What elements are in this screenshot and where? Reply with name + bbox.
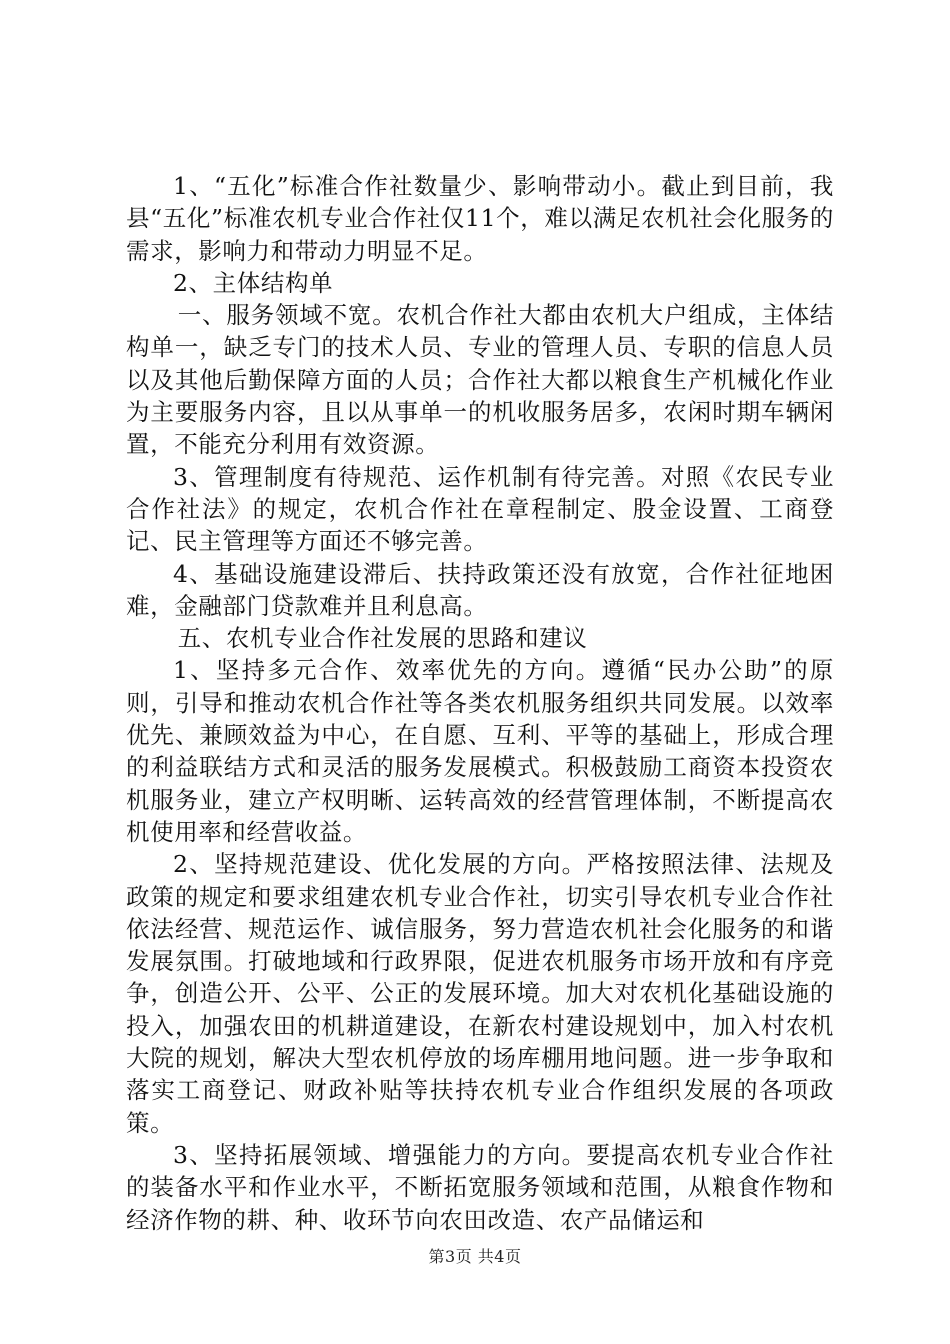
paragraph-4: 3、管理制度有待规范、运作机制有待完善。对照《农民专业合作社法》的规定，农机合作社在章程制定、股金设置、工商登记、民主管理等方面还不够完善。 — [126, 462, 834, 556]
section-heading: 五、农机专业合作社发展的思路和建议 — [177, 624, 588, 653]
paragraph-3: 一、服务领域不宽。农机合作社大都由农机大户组成，主体结构单一，缺乏专门的技术人员、专业的管理人员、专职的信息人员以及其他后勤保障方面的人员；合作社大都以粮食生产机械化作业为主要服务内容，且以从事单一的机收服务居多，农闲时期车辆闲置，不能充分利用有效资源。 — [126, 301, 834, 459]
document-body — [126, 170, 834, 1236]
paragraph-7: 1、坚持多元合作、效率优先的方向。遵循“民办公助”的原则，引导和推动农机合作社等各类农机服务组织共同发展。以效率优先、兼顾效益为中心，在自愿、互利、平等的基础上，形成合理的利益联结方式和灵活的服务发展模式。积极鼓励工商资本投资农机服务业，建立产权明晰、运转高效的经营管理体制，不断提高农机使用率和经营收益。 — [126, 656, 834, 846]
paragraph-8: 2、坚持规范建设、优化发展的方向。严格按照法律、法规及政策的规定和要求组建农机专业合作社，切实引导农机专业合作社依法经营、规范运作、诚信服务，努力营造农机社会化服务的和谐发展氛围。打破地域和行政界限，促进农机服务市场开放和有序竞争，创造公开、公平、公正的发展环境。加大对农机化基础设施的投入，加强农田的机耕道建设，在新农村建设规划中，加入村农机大院的规划，解决大型农机停放的场库棚用地问题。进一步争取和落实工商登记、财政补贴等扶持农机专业合作组织发展的各项政策。 — [126, 850, 834, 1137]
paragraph-1: 1、“五化”标准合作社数量少、影响带动小。截止到目前，我县“五化”标准农机专业合作社仅11个，难以满足农机社会化服务的需求，影响力和带动力明显不足。 — [126, 172, 834, 265]
paragraph-9: 3、坚持拓展领域、增强能力的方向。要提高农机专业合作社的装备水平和作业水平，不断拓宽服务领域和范围，从粮食作物和经济作物的耕、种、收环节向农田改造、农产品储运和 — [126, 1140, 834, 1234]
paragraph-2: 2、主体结构单 — [173, 268, 334, 297]
paragraph-5: 4、基础设施建设滞后、扶持政策还没有放宽，合作社征地困难，金融部门贷款难并且利息高。 — [126, 559, 834, 620]
page-number-footer: 第3页 共4页 — [428, 1247, 522, 1266]
